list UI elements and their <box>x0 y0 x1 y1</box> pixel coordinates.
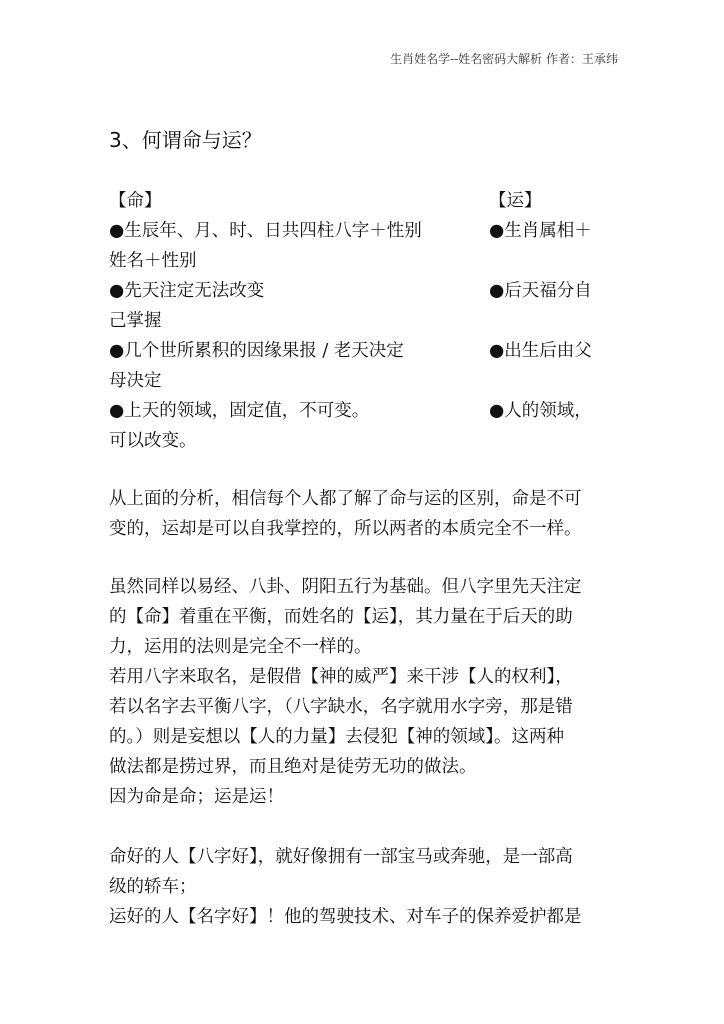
section-title: 3、何谓命与运？ <box>109 128 262 152</box>
paragraph-2-line-8: 因为命是命；运是运！ <box>109 787 284 807</box>
comparison-left-2: ●先天注定无法改变 <box>109 281 265 301</box>
yun-heading: 【运】 <box>489 191 542 211</box>
paragraph-3-line-1: 命好的人【八字好】，就好像拥有一部宝马或奔驰，是一部高 <box>109 847 573 867</box>
paragraph-3-line-3: 运好的人【名字好】！他的驾驶技术、对车子的保养爱护都是 <box>109 907 582 927</box>
paragraph-2-line-6: 的。）则是妄想以【人的力量】去侵犯【神的领域】。这两种 <box>109 727 564 747</box>
comparison-continuation-4: 可以改变。 <box>109 431 197 451</box>
comparison-continuation-3: 母决定 <box>109 371 162 391</box>
page-header: 生肖姓名学--姓名密码大解析 作者：王承纬 <box>390 52 618 66</box>
paragraph-2-line-3: 力，运用的法则是完全不一样的。 <box>109 637 372 657</box>
paragraph-2-line-5: 若以名字去平衡八字，（八字缺水，名字就用水字旁，那是错 <box>109 697 573 717</box>
paragraph-2-line-2: 的【命】着重在平衡，而姓名的【运】，其力量在于后天的助 <box>109 607 573 627</box>
paragraph-2-line-1: 虽然同样以易经、八卦、阴阳五行为基础。但八字里先天注定 <box>109 577 582 597</box>
comparison-right-3: ●出生后由父 <box>489 341 592 361</box>
paragraph-3-line-2: 级的轿车； <box>109 877 197 897</box>
comparison-right-1: ●生肖属相＋ <box>489 221 592 241</box>
comparison-continuation-1: 姓名＋性别 <box>109 251 197 271</box>
paragraph-1-line-2: 变的，运却是可以自我掌控的，所以两者的本质完全不一样。 <box>109 519 582 539</box>
comparison-right-2: ●后天福分自 <box>489 281 592 301</box>
comparison-right-4: ●人的领域， <box>489 401 592 421</box>
paragraph-2-line-4: 若用八字来取名，是假借【神的威严】来干涉【人的权利】， <box>109 667 573 687</box>
comparison-left-3: ●几个世所累积的因缘果报 / 老天决定 <box>109 341 404 361</box>
ming-heading: 【命】 <box>109 191 162 211</box>
paragraph-1-line-1: 从上面的分析，相信每个人都了解了命与运的区别，命是不可 <box>109 489 582 509</box>
paragraph-2-line-7: 做法都是捞过界，而且绝对是徒劳无功的做法。 <box>109 757 477 777</box>
comparison-left-1: ●生辰年、月、时、日共四柱八字＋性别 <box>109 221 422 241</box>
comparison-continuation-2: 己掌握 <box>109 311 162 331</box>
comparison-left-4: ●上天的领域，固定值，不可变。 <box>109 401 370 421</box>
